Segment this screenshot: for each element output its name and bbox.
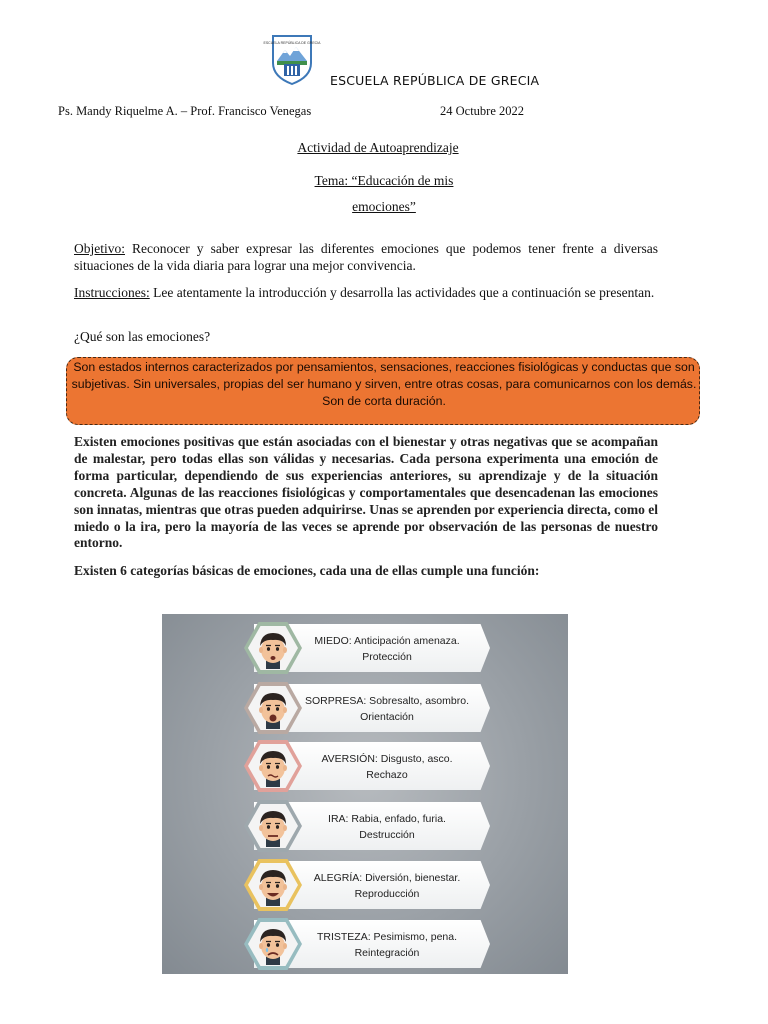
definition-text: Son estados internos caracterizados por pensamientos, sensaciones, reacciones fisiológicas y conductas que son subjetivas. Sin universales, propias del ser humano y sirven, entre otras cosas, para comunicarnos con los demás. Son de corta duración. xyxy=(71,360,697,408)
svg-text:ESCUELA REPÚBLICA DE GRECIA: ESCUELA REPÚBLICA DE GRECIA xyxy=(263,41,321,45)
emotion-row xyxy=(162,622,568,674)
document-date: 24 Octubre 2022 xyxy=(440,104,525,118)
surprise-face-icon xyxy=(253,687,293,729)
emotion-label: SORPRESA: Sobresalto, asombro. xyxy=(305,695,469,707)
emotion-row xyxy=(162,800,568,852)
emotion-function: Rechazo xyxy=(366,769,408,781)
theme-title-line-1: Tema: “Educación de mis xyxy=(314,173,454,188)
sadness-face-icon xyxy=(253,923,293,965)
emotions-infographic xyxy=(162,614,568,974)
fear-face-icon xyxy=(253,627,293,669)
aversion-face-icon xyxy=(253,745,293,787)
instructions-paragraph xyxy=(74,284,658,301)
emotion-label: ALEGRÍA: Diversión, bienestar. xyxy=(313,872,461,884)
emotion-function: Destrucción xyxy=(359,829,415,841)
emotion-function: Protección xyxy=(362,651,412,663)
school-name: ESCUELA REPÚBLICA DE GRECIA xyxy=(330,73,540,88)
objective-text: Reconocer y saber expresar las diferentes emociones que podemos tener frente a diversas situaciones de la vida diaria para lograr una mejor convivencia. xyxy=(74,241,659,273)
emotion-row xyxy=(162,918,568,970)
authors: Ps. Mandy Riquelme A. – Prof. Francisco Venegas xyxy=(58,104,312,118)
emotion-label: IRA: Rabia, enfado, furia. xyxy=(328,813,446,825)
school-logo xyxy=(263,33,321,85)
emotion-label: TRISTEZA: Pesimismo, pena. xyxy=(316,931,458,943)
objective-paragraph xyxy=(74,240,658,274)
emotions-body-paragraph: Existen emociones positivas que están asociadas con el bienestar y otras negativas que se acompañan de malestar, pero todas ellas son válidas y necesarias. Cada persona experimenta una emoción de forma particular, dependiendo de sus experiencias anteriores, su aprendizaje y de la situación concreta. Algunas de las reacciones fisiológicas y comportamentales que desencadenan las emociones son innatas, mientras que otras pueden adquirirse. Unas se aprenden por experiencia directa, como el miedo o la ira, pero la mayoría de las veces se aprende por observación de las personas de nuestro entorno. xyxy=(74,434,658,551)
instructions-text: Lee atentamente la introducción y desarrolla las actividades que a continuación se presentan. xyxy=(153,285,655,300)
emotion-row xyxy=(162,682,568,734)
emotion-function: Reintegración xyxy=(354,947,420,959)
emotion-label: AVERSIÓN: Disgusto, asco. xyxy=(321,753,453,765)
emotions-question: ¿Qué son las emociones? xyxy=(74,329,211,344)
categories-intro: Existen 6 categorías básicas de emociones, cada una de ellas cumple una función: xyxy=(74,563,540,578)
instructions-label: Instrucciones: xyxy=(74,285,150,300)
joy-face-icon xyxy=(253,864,293,906)
theme-title-line-2: emociones” xyxy=(352,199,416,214)
emotion-function: Orientación xyxy=(360,711,414,723)
emotion-label: MIEDO: Anticipación amenaza. xyxy=(314,635,460,647)
emotion-row xyxy=(162,740,568,792)
objective-label: Objetivo: xyxy=(74,241,125,256)
emotion-function: Reproducción xyxy=(354,888,420,900)
emotion-row xyxy=(162,859,568,911)
anger-face-icon xyxy=(253,805,293,847)
activity-title: Actividad de Autoaprendizaje xyxy=(297,140,459,155)
